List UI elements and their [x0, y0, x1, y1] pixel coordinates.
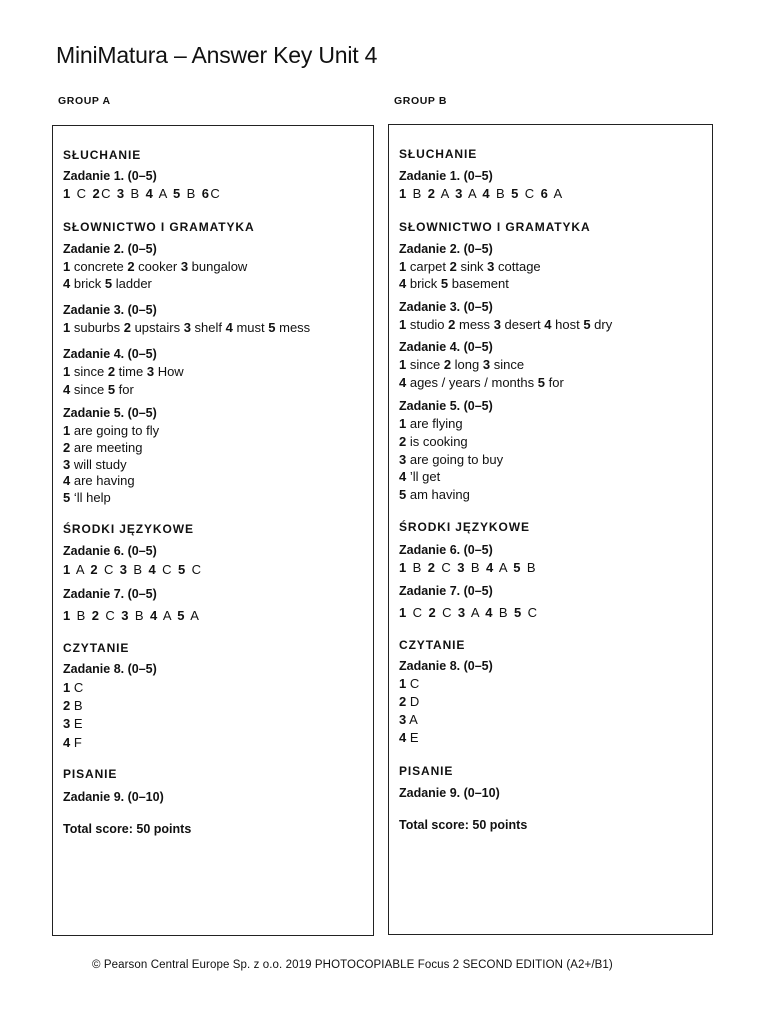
answer-line: [399, 452, 503, 468]
answer-value: bungalow: [188, 259, 248, 274]
task-9-title: Zadanie 9. (0–10): [63, 790, 164, 804]
answer-line: [63, 457, 127, 473]
answer-number: 3: [180, 259, 189, 274]
answer-value: C: [437, 605, 458, 620]
answer-value: basement: [448, 276, 509, 291]
answer-line: [63, 680, 83, 696]
task-6-answers: [63, 562, 202, 578]
answer-number: 1: [63, 186, 72, 201]
footer-copyright: © Pearson Central Europe Sp. z o.o. 2019 PHOTOCOPIABLE Focus 2 SECOND EDITION (A2+/B1): [92, 959, 613, 971]
answer-value: C: [519, 186, 541, 201]
answer-number: 5: [177, 608, 186, 623]
answer-value: B: [71, 608, 92, 623]
answer-number: 3: [482, 357, 491, 372]
answer-number: 4: [63, 473, 71, 489]
answer-value: A: [406, 712, 418, 727]
answer-number: 2: [91, 608, 101, 623]
task-5-title: Zadanie 5. (0–5): [399, 399, 493, 413]
task-8-title: Zadanie 8. (0–5): [399, 659, 493, 673]
total-score: Total score: 50 points: [399, 818, 528, 832]
answer-value: since: [406, 357, 444, 372]
answer-value: B: [407, 560, 428, 575]
answer-number: 4: [399, 276, 407, 291]
task-7-answers: [399, 605, 538, 621]
answer-number: 5: [440, 276, 449, 291]
answer-value: A: [185, 608, 201, 623]
answer-value: am having: [406, 487, 470, 503]
task-7-title: Zadanie 7. (0–5): [399, 584, 493, 598]
answer-value: D: [406, 694, 420, 709]
task-4-answers-line-1: [63, 364, 184, 380]
answer-number: 1: [399, 186, 408, 201]
answer-value: ladder: [112, 276, 152, 291]
answer-number: 5: [513, 605, 523, 620]
answer-value: mess: [455, 317, 494, 332]
answer-value: C: [407, 605, 429, 620]
task-6-answers: [399, 560, 537, 576]
task-1-answers: [63, 186, 221, 202]
answer-number: 3: [119, 562, 129, 577]
answer-value: C: [98, 562, 120, 577]
answer-value: B: [407, 186, 428, 201]
heading-srodki: ŚRODKI JĘZYKOWE: [63, 522, 194, 536]
answer-number: 4: [149, 608, 159, 623]
task-5-title: Zadanie 5. (0–5): [63, 406, 157, 420]
answer-number: 2: [428, 605, 438, 620]
answer-value: A: [463, 186, 483, 201]
answer-value: A: [154, 186, 173, 201]
task-2-answers-line-2: [63, 276, 152, 292]
answer-line: [63, 473, 135, 489]
answer-number: 5: [583, 317, 591, 332]
answer-number: 3: [183, 320, 191, 335]
answer-number: 4: [63, 734, 71, 750]
answer-value: F: [70, 734, 82, 750]
answer-value: A: [494, 560, 514, 575]
answer-value: brick: [70, 276, 105, 291]
answer-line: [399, 487, 470, 503]
answer-line: [399, 469, 440, 485]
answer-number: 3: [457, 560, 466, 575]
answer-number: 2: [448, 317, 456, 332]
task-4-answers-line-2: [63, 382, 134, 398]
answer-value: C: [522, 605, 539, 620]
answer-value: C: [186, 562, 203, 577]
answer-value: C: [71, 186, 93, 201]
answer-number: 2: [107, 364, 116, 379]
answer-number: 1: [399, 259, 407, 274]
heading-slownictwo: SŁOWNICTWO I GRAMATYKA: [63, 220, 255, 234]
answer-number: 2: [92, 186, 102, 201]
answer-value: ages / years / months: [406, 375, 538, 390]
answer-value: cooker: [134, 259, 181, 274]
task-2-answers-line-2: [399, 276, 509, 292]
answer-number: 1: [399, 416, 407, 431]
heading-slownictwo: SŁOWNICTWO I GRAMATYKA: [399, 220, 591, 234]
answer-value: since: [70, 364, 108, 379]
task-1-title: Zadanie 1. (0–5): [399, 169, 493, 183]
answer-value: B: [491, 186, 512, 201]
answer-number: 2: [443, 357, 452, 372]
answer-number: 5: [63, 490, 71, 506]
answer-number: 4: [485, 605, 494, 620]
answer-number: 3: [455, 186, 464, 201]
answer-number: 5: [107, 382, 116, 397]
task-3-title: Zadanie 3. (0–5): [63, 303, 157, 317]
group-a-label: GROUP A: [58, 95, 111, 107]
answer-value: are flying: [406, 416, 463, 431]
answer-number: 1: [399, 560, 408, 575]
answer-value: carpet: [406, 259, 450, 274]
answer-number: 3: [457, 605, 467, 620]
answer-line: [399, 730, 419, 746]
heading-srodki: ŚRODKI JĘZYKOWE: [399, 520, 530, 534]
answer-value: since: [70, 382, 108, 397]
answer-line: [399, 694, 419, 710]
answer-value: B: [465, 560, 486, 575]
answer-value: A: [71, 562, 91, 577]
answer-number: 4: [482, 186, 492, 201]
answer-number: 2: [123, 320, 131, 335]
answer-value: C: [210, 186, 222, 201]
answer-number: 2: [127, 259, 135, 274]
answer-number: 5: [172, 186, 182, 201]
answer-number: 4: [63, 276, 71, 291]
heading-sluchanie: SŁUCHANIE: [63, 148, 142, 162]
answer-number: 4: [399, 375, 407, 390]
answer-number: 4: [399, 469, 407, 485]
answer-value: C: [70, 680, 84, 695]
answer-value: time: [115, 364, 147, 379]
task-4-title: Zadanie 4. (0–5): [63, 347, 157, 361]
group-b-label: GROUP B: [394, 95, 448, 107]
answer-number: 2: [427, 186, 437, 201]
answer-number: 1: [399, 357, 407, 372]
answer-number: 5: [511, 186, 520, 201]
task-2-answers-line-1: [399, 259, 541, 275]
answer-value: are having: [70, 473, 135, 489]
task-1-answers: [399, 186, 564, 202]
answer-value: desert: [500, 317, 545, 332]
answer-number: 2: [63, 698, 71, 714]
answer-line: [399, 712, 418, 728]
answer-number: 3: [116, 186, 126, 201]
task-2-answers-line-1: [63, 259, 247, 275]
answer-value: brick: [406, 276, 441, 291]
answer-value: E: [406, 730, 419, 745]
answer-value: C: [101, 186, 117, 201]
answer-value: are going to buy: [406, 451, 504, 467]
answer-value: A: [436, 186, 456, 201]
answer-line: [63, 716, 83, 732]
answer-number: 6: [540, 186, 550, 201]
answer-number: 3: [487, 259, 495, 274]
answer-number: 2: [63, 439, 71, 455]
task-8-title: Zadanie 8. (0–5): [63, 662, 157, 676]
answer-number: 3: [146, 364, 155, 379]
answer-value: upstairs: [130, 320, 184, 335]
answer-number: 5: [104, 276, 113, 291]
answer-value: concrete: [70, 259, 128, 274]
task-4-answers-line-1: [399, 357, 524, 373]
answer-number: 3: [493, 317, 501, 332]
answer-value: suburbs: [70, 320, 124, 335]
answer-value: B: [70, 698, 83, 714]
answer-number: 3: [399, 712, 407, 727]
answer-number: 2: [90, 562, 99, 577]
answer-number: 5: [537, 375, 545, 390]
answer-number: 1: [63, 423, 71, 438]
answer-value: How: [154, 364, 184, 379]
answer-number: 4: [544, 317, 552, 332]
task-3-answers: [63, 320, 310, 336]
answer-value: A: [466, 605, 486, 620]
task-3-answers: [399, 317, 612, 333]
answer-value: host: [551, 317, 584, 332]
answer-value: A: [549, 186, 564, 201]
task-2-title: Zadanie 2. (0–5): [399, 242, 493, 256]
answer-value: B: [128, 562, 149, 577]
answer-value: C: [436, 560, 458, 575]
answer-number: 5: [399, 487, 407, 503]
task-3-title: Zadanie 3. (0–5): [399, 300, 493, 314]
answer-number: 4: [225, 320, 233, 335]
answer-value: C: [157, 562, 178, 577]
task-7-title: Zadanie 7. (0–5): [63, 587, 157, 601]
answer-number: 1: [63, 259, 71, 274]
answer-number: 2: [427, 560, 437, 575]
answer-number: 2: [449, 259, 457, 274]
task-4-title: Zadanie 4. (0–5): [399, 340, 493, 354]
answer-number: 1: [399, 676, 407, 691]
answer-number: 2: [399, 694, 407, 709]
answer-line: [399, 676, 419, 692]
answer-line: [399, 434, 468, 450]
answer-value: for: [115, 382, 134, 397]
heading-pisanie: PISANIE: [63, 767, 118, 781]
answer-value: B: [181, 186, 202, 201]
task-7-answers: [63, 608, 200, 624]
answer-number: 1: [63, 680, 71, 695]
answer-number: 1: [63, 608, 72, 623]
answer-value: dry: [590, 317, 613, 332]
answer-value: ‘ll help: [70, 490, 111, 506]
heading-czytanie: CZYTANIE: [399, 638, 466, 652]
answer-value: must: [232, 320, 269, 335]
answer-number: 1: [399, 605, 408, 620]
answer-value: E: [70, 716, 83, 732]
heading-sluchanie: SŁUCHANIE: [399, 147, 478, 161]
answer-value: mess: [275, 320, 311, 335]
answer-number: 5: [513, 560, 522, 575]
task-4-answers-line-2: [399, 375, 564, 391]
answer-line: [63, 440, 143, 456]
answer-number: 1: [63, 364, 71, 379]
task-6-title: Zadanie 6. (0–5): [63, 544, 157, 558]
answer-number: 4: [399, 730, 407, 745]
answer-value: C: [406, 676, 420, 691]
heading-pisanie: PISANIE: [399, 764, 454, 778]
answer-value: B: [493, 605, 514, 620]
answer-number: 4: [63, 382, 71, 397]
answer-number: 2: [399, 433, 407, 449]
answer-value: will study: [70, 456, 127, 472]
answer-number: 3: [63, 456, 71, 472]
task-6-title: Zadanie 6. (0–5): [399, 543, 493, 557]
answer-number: 1: [399, 317, 407, 332]
answer-value: is cooking: [406, 433, 468, 449]
answer-value: C: [100, 608, 122, 623]
answer-line: [63, 698, 83, 714]
answer-value: are going to fly: [70, 423, 160, 438]
answer-value: since: [490, 357, 525, 372]
answer-value: cottage: [494, 259, 541, 274]
answer-line: [63, 735, 82, 751]
answer-value: B: [125, 186, 146, 201]
answer-number: 3: [121, 608, 130, 623]
answer-value: are meeting: [70, 439, 143, 455]
answer-value: B: [521, 560, 537, 575]
task-2-title: Zadanie 2. (0–5): [63, 242, 157, 256]
answer-value: B: [129, 608, 150, 623]
answer-number: 5: [268, 320, 276, 335]
answer-line: [63, 490, 111, 506]
page-title: MiniMatura – Answer Key Unit 4: [56, 42, 378, 68]
answer-number: 3: [399, 451, 407, 467]
answer-value: long: [451, 357, 483, 372]
answer-value: A: [158, 608, 178, 623]
heading-czytanie: CZYTANIE: [63, 641, 130, 655]
answer-number: 4: [145, 186, 155, 201]
task-1-title: Zadanie 1. (0–5): [63, 169, 157, 183]
total-score: Total score: 50 points: [63, 822, 192, 836]
answer-number: 1: [63, 320, 71, 335]
answer-value: shelf: [190, 320, 226, 335]
answer-number: 6: [201, 186, 211, 201]
answer-line: [63, 423, 159, 439]
task-9-title: Zadanie 9. (0–10): [399, 786, 500, 800]
answer-value: ’ll get: [406, 469, 441, 485]
answer-number: 4: [148, 562, 158, 577]
answer-line: [399, 416, 463, 432]
answer-value: sink: [456, 259, 488, 274]
answer-number: 5: [177, 562, 187, 577]
answer-number: 4: [485, 560, 495, 575]
answer-number: 1: [63, 562, 72, 577]
answer-value: for: [544, 375, 564, 390]
answer-number: 3: [63, 716, 71, 732]
answer-value: studio: [406, 317, 449, 332]
